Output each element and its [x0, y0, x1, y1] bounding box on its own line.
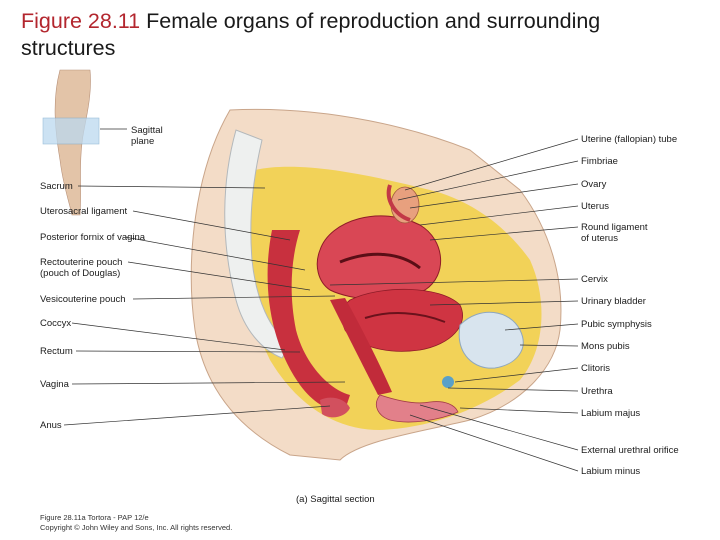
label-anus: Anus [40, 420, 62, 431]
label-fimbriae: Fimbriae [581, 156, 618, 167]
label-coccyx: Coccyx [40, 318, 72, 329]
label-rectouterine-pouch: Rectouterine pouch (pouch of Douglas) [40, 257, 123, 279]
label-uterosacral-ligament: Uterosacral ligament [40, 206, 128, 217]
label-clitoris: Clitoris [581, 363, 611, 374]
figure-caption: (a) Sagittal section [296, 494, 375, 505]
figure-title-text: Female organs of reproduction and surrounding structures [21, 9, 601, 60]
label-posterior-fornix: Posterior fornix of vagina [40, 232, 146, 243]
label-labium-minus: Labium minus [581, 466, 641, 477]
credit-copyright-line: Copyright © John Wiley and Sons, Inc. All rights reserved. [40, 523, 233, 532]
figure-number: Figure 28.11 [21, 9, 141, 33]
label-uterus: Uterus [581, 201, 609, 212]
sagittal-plane-label: Sagittal plane [131, 125, 163, 147]
label-cervix: Cervix [581, 274, 608, 285]
label-external-urethral-orifice: External urethral orifice [581, 445, 679, 456]
label-pubic-symphysis: Pubic symphysis [581, 319, 652, 330]
label-urinary-bladder: Urinary bladder [581, 296, 646, 307]
label-ovary: Ovary [581, 179, 607, 190]
label-vagina: Vagina [40, 379, 69, 390]
credit-figure-line: Figure 28.11a Tortora - PAP 12/e [40, 513, 149, 522]
label-rectum: Rectum [40, 346, 73, 357]
label-vesicouterine-pouch: Vesicouterine pouch [40, 294, 126, 305]
sagittal-section-art [191, 109, 561, 460]
body-silhouette-inset [43, 70, 99, 215]
label-labium-majus: Labium majus [581, 408, 641, 419]
label-mons-pubis: Mons pubis [581, 341, 630, 352]
label-round-ligament: Round ligament of uterus [581, 222, 648, 244]
label-uterine-tube: Uterine (fallopian) tube [581, 134, 678, 145]
label-sacrum: Sacrum [40, 181, 73, 192]
label-urethra: Urethra [581, 386, 613, 397]
